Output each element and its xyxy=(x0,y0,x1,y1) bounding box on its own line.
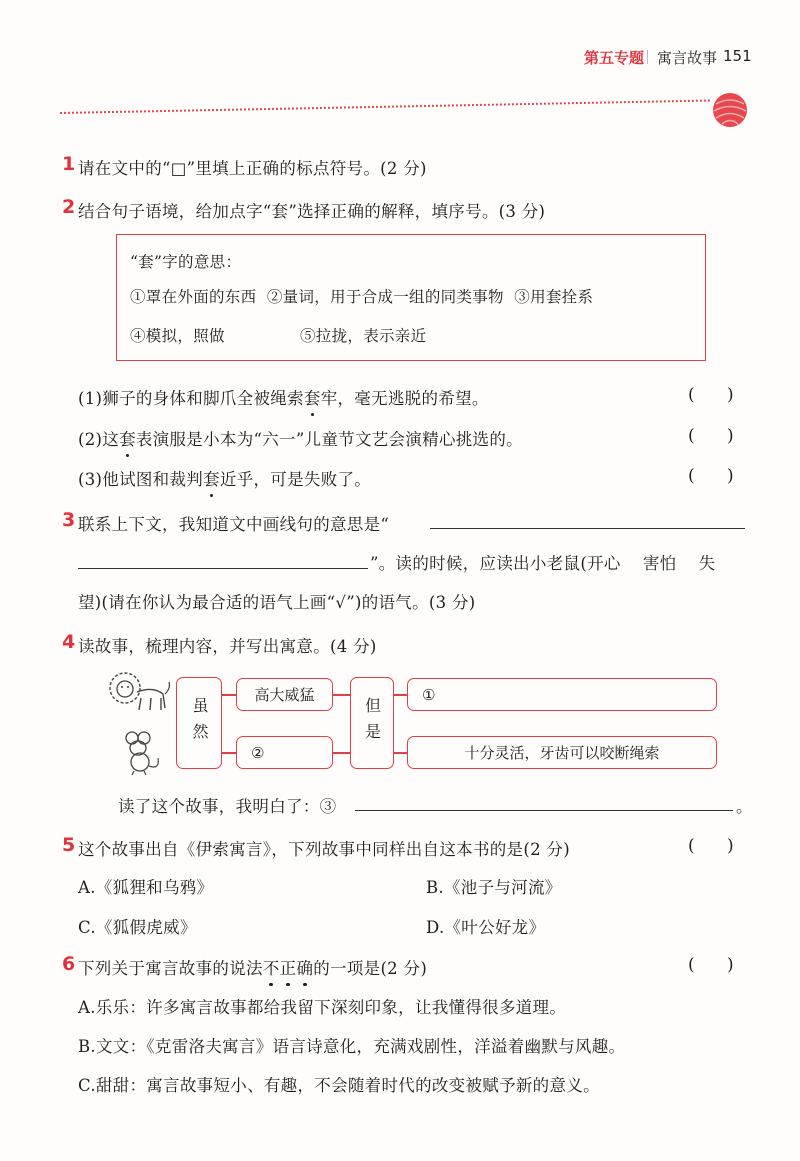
header-divider xyxy=(647,50,648,64)
box-tall-mighty xyxy=(236,678,333,711)
q6-dotted-char-3: 确 xyxy=(296,955,313,979)
q2-s2-answer-paren[interactable]: ( ) xyxy=(688,426,734,446)
q4-number: 4 xyxy=(62,631,76,653)
q6-pre: 下列关于寓言故事的说法 xyxy=(78,959,263,978)
q2-s3-answer-paren[interactable]: ( ) xyxy=(688,466,734,486)
connector xyxy=(333,694,350,696)
box-agile-teeth-label: 十分灵活，牙齿可以咬断绳索 xyxy=(464,744,660,762)
box-answer-2[interactable] xyxy=(236,736,333,769)
connector xyxy=(394,694,407,696)
q2-s3-dotted-char: 套 xyxy=(203,466,220,490)
q4-answer-blank-3[interactable] xyxy=(355,810,733,811)
q5-option-c[interactable]: C.《狐假虎威》 xyxy=(78,918,197,937)
q2-s2-pre: (2)这 xyxy=(78,430,120,449)
lion-icon xyxy=(103,668,173,718)
q1-text: 请在文中的“□”里填上正确的标点符号。(2 分) xyxy=(78,159,427,178)
q2-s2-dotted-char: 套 xyxy=(119,426,136,450)
q6-option-c[interactable]: C.甜甜：寓言故事短小、有趣，不会随着时代的改变被赋予新的意义。 xyxy=(78,1076,600,1095)
q5-option-d[interactable]: D.《叶公好龙》 xyxy=(426,918,546,937)
box-answer-2-label: ② xyxy=(251,743,265,762)
q2-s1-pre: (1)狮子的身体和脚爪全被绳索 xyxy=(78,389,304,408)
q2-sentence-1 xyxy=(78,385,489,409)
q3-line-2: ”。读的时候，应读出小老鼠(开心 害怕 失 xyxy=(370,554,716,573)
q6-dotted-char-1: 不 xyxy=(263,955,280,979)
q6-option-a[interactable]: A.乐乐：许多寓言故事都给我留下深刻印象，让我懂得很多道理。 xyxy=(78,998,567,1017)
q2-s2-post: 表演服是小本为“六一”儿童节文艺会演精心挑选的。 xyxy=(135,430,523,449)
q6-option-b[interactable]: B.文文：《克雷洛夫寓言》语言诗意化，充满戏剧性，洋溢着幽默与风趣。 xyxy=(78,1037,626,1056)
q3-answer-blank-2[interactable] xyxy=(78,568,368,569)
q3-line-3: 望)(请在你认为最合适的语气上画“√”)的语气。(3 分) xyxy=(78,593,476,612)
q2-s1-post: 牢，毫无逃脱的希望。 xyxy=(320,389,489,408)
q6-text xyxy=(78,955,427,979)
q2-s3-post: 近乎，可是失败了。 xyxy=(219,470,372,489)
q5-text: 这个故事出自《伊索寓言》，下列故事中同样出自这本书的是(2 分) xyxy=(78,840,570,859)
q2-text: 结合句子语境，给加点字“套”选择正确的解释，填序号。(3 分) xyxy=(78,202,546,221)
q1-number: 1 xyxy=(62,153,76,175)
yarn-ball-icon xyxy=(710,90,750,130)
q3-line-1: 联系上下文，我知道文中画线句的意思是“ xyxy=(78,515,390,534)
q3-number: 3 xyxy=(62,509,76,531)
q5-option-b[interactable]: B.《池子与河流》 xyxy=(426,878,562,897)
q2-s1-answer-paren[interactable]: ( ) xyxy=(688,385,734,405)
meaning-4: ④模拟，照做 xyxy=(130,327,225,345)
header-dotted-line xyxy=(60,100,710,114)
q4-conclusion: 读了这个故事，我明白了：③ xyxy=(118,797,337,816)
q6-answer-paren[interactable]: ( ) xyxy=(688,955,734,975)
connector xyxy=(222,752,236,754)
q6-dotted-char-2: 正 xyxy=(280,955,297,979)
q4-end-mark: 。 xyxy=(736,797,753,816)
page-number: 151 xyxy=(723,47,752,65)
q6-number: 6 xyxy=(62,953,76,975)
q2-sentence-2 xyxy=(78,426,523,450)
q2-s1-dotted-char: 套 xyxy=(304,385,321,409)
q2-s3-pre: (3)他试图和裁判 xyxy=(78,470,204,489)
meaning-box-title: “套”字的意思： xyxy=(130,253,242,271)
q4-text: 读故事，梳理内容，并写出寓意。(4 分) xyxy=(78,637,377,656)
section-title: 寓言故事 xyxy=(657,49,718,67)
q5-answer-paren[interactable]: ( ) xyxy=(688,836,734,856)
box-although xyxy=(176,677,222,769)
box-tall-mighty-label: 高大威猛 xyxy=(254,686,315,704)
box-but xyxy=(350,677,394,769)
q5-number: 5 xyxy=(62,834,76,856)
connector xyxy=(394,752,407,754)
meaning-5: ⑤拉拢，表示亲近 xyxy=(300,327,427,345)
box-agile-teeth xyxy=(407,736,717,769)
section-label: 第五专题 xyxy=(584,49,645,67)
q5-option-a[interactable]: A.《狐狸和乌鸦》 xyxy=(78,878,214,897)
q2-sentence-3 xyxy=(78,466,371,490)
connector xyxy=(333,752,350,754)
box-answer-1[interactable] xyxy=(407,678,717,711)
q2-number: 2 xyxy=(62,196,76,218)
connector xyxy=(222,694,236,696)
box-but-label: 但是 xyxy=(362,697,382,749)
meanings-row-1: ①罩在外面的东西 ②量词，用于合成一组的同类事物 ③用套拴系 xyxy=(130,288,594,306)
q6-post: 的一项是(2 分) xyxy=(313,959,428,978)
mouse-icon xyxy=(118,728,166,776)
box-although-label: 虽然 xyxy=(190,697,209,749)
box-answer-1-label: ① xyxy=(422,685,436,704)
q3-answer-blank-1[interactable] xyxy=(430,528,745,529)
